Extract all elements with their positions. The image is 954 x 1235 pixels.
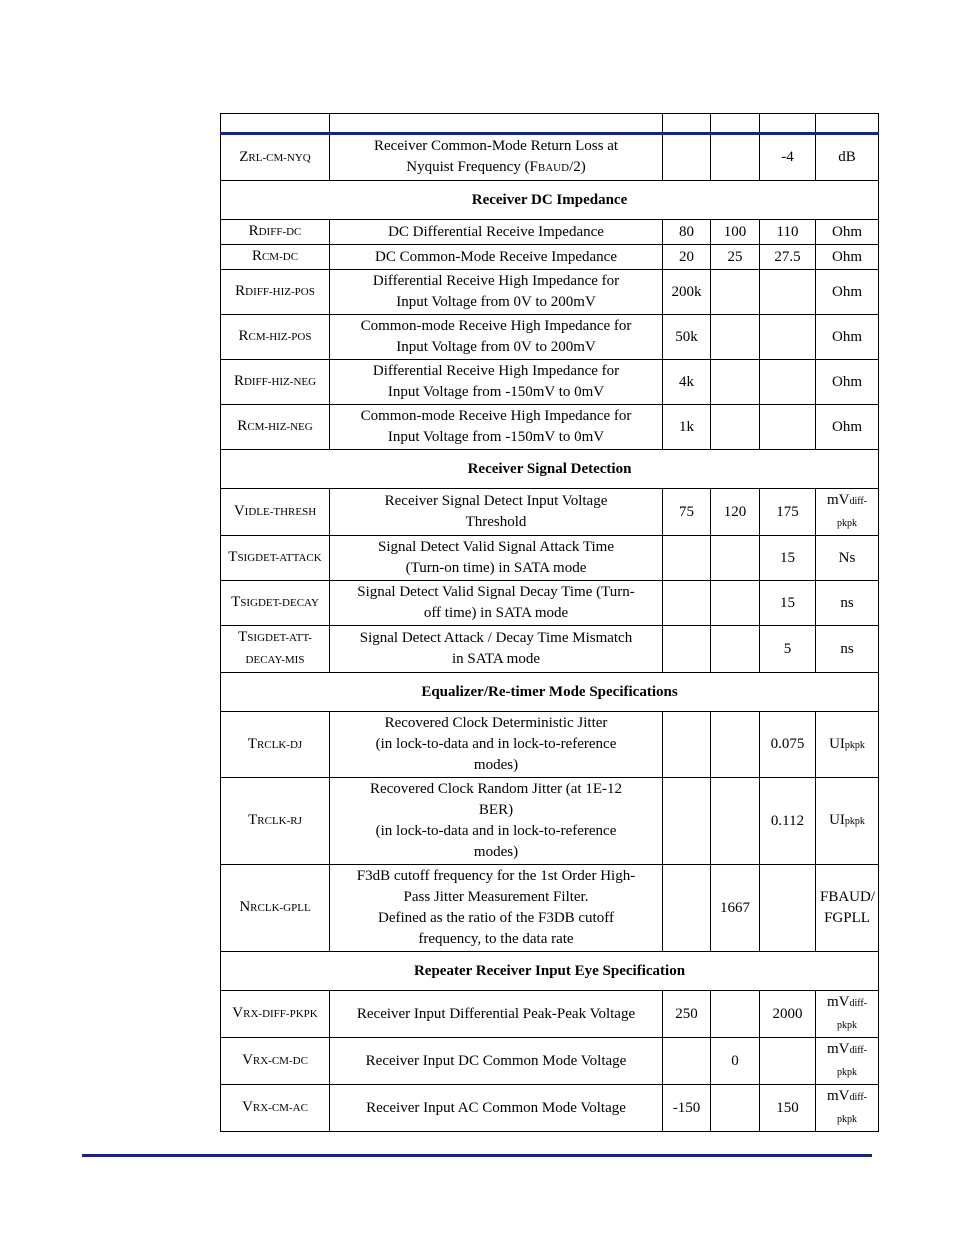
symbol-cell xyxy=(221,991,330,1038)
description-line: Signal Detect Valid Signal Decay Time (Turn- xyxy=(357,584,635,600)
description-line: modes) xyxy=(473,757,519,773)
description-cell xyxy=(330,134,663,181)
max-value-cell: 110 xyxy=(760,220,816,245)
description-line: Pass Jitter Measurement Filter. xyxy=(403,889,589,905)
description-cell xyxy=(330,360,663,405)
symbol-subscript: RL-CM-NYQ xyxy=(248,151,311,164)
unit-subscript: diff-pkpk xyxy=(837,998,868,1031)
description-line: DC Common-Mode Receive Impedance xyxy=(374,248,617,265)
description-line: modes) xyxy=(473,844,519,860)
description-line: Recovered Clock Deterministic Jitter xyxy=(384,715,608,731)
description-cell xyxy=(330,581,663,626)
header-cell xyxy=(816,114,879,134)
unit-label: Ohm xyxy=(832,223,862,240)
description-line: Input Voltage from -150mV to 0mV xyxy=(387,429,605,445)
symbol-letter: N xyxy=(239,899,251,915)
typ-value-cell: 0 xyxy=(711,1038,760,1085)
section-header-row xyxy=(221,952,879,991)
table-row xyxy=(221,245,879,270)
min-value-cell xyxy=(663,626,711,673)
table-row xyxy=(221,865,879,952)
description-cell xyxy=(330,991,663,1038)
unit-label: UI xyxy=(829,812,845,828)
header-cell xyxy=(711,114,760,134)
unit-label: Ns xyxy=(838,549,856,566)
description-line: Receiver Input DC Common Mode Voltage xyxy=(365,1052,627,1069)
description-line: Differential Receive High Impedance for xyxy=(372,273,620,289)
table-row xyxy=(221,712,879,778)
min-value-cell: -150 xyxy=(663,1085,711,1132)
unit-label: UI xyxy=(829,735,845,752)
table-row xyxy=(221,991,879,1038)
section-title: Equalizer/Re-timer Mode Specifications xyxy=(221,673,879,712)
description-line: Signal Detect Attack / Decay Time Mismatch xyxy=(359,630,633,646)
unit-cell xyxy=(816,865,879,952)
symbol-subscript: RX-DIFF-PKPK xyxy=(243,1008,318,1020)
description-cell xyxy=(330,865,663,952)
unit-cell xyxy=(816,360,879,405)
table-row xyxy=(221,626,879,673)
description-line: Common-mode Receive High Impedance for xyxy=(360,318,632,334)
table-row xyxy=(221,220,879,245)
description-line: Threshold xyxy=(465,514,527,530)
section-header-row xyxy=(221,673,879,712)
symbol-cell xyxy=(221,865,330,952)
min-value-cell xyxy=(663,536,711,581)
min-value-cell: 80 xyxy=(663,220,711,245)
unit-subscript: diff-pkpk xyxy=(837,1092,868,1125)
typ-value-cell xyxy=(711,315,760,360)
symbol-cell xyxy=(221,1038,330,1085)
unit-cell xyxy=(816,1085,879,1132)
unit-label: mV xyxy=(826,1088,850,1104)
symbol-cell xyxy=(221,1085,330,1132)
unit-cell xyxy=(816,581,879,626)
symbol-cell xyxy=(221,712,330,778)
description-cell xyxy=(330,220,663,245)
min-value-cell xyxy=(663,865,711,952)
table-row xyxy=(221,581,879,626)
unit-label: Ohm xyxy=(832,418,862,435)
symbol-cell xyxy=(221,626,330,673)
min-value-cell xyxy=(663,712,711,778)
unit-cell xyxy=(816,626,879,673)
symbol-letter: T xyxy=(228,549,238,565)
symbol-subscript: SIGDET-ATT-DECAY-MIS xyxy=(245,632,312,666)
description-cell xyxy=(330,536,663,581)
symbol-letter: T xyxy=(247,735,257,752)
spec-table-body xyxy=(221,114,879,1132)
description-line: Common-mode Receive High Impedance for xyxy=(360,408,632,424)
description-subscript: BAUD xyxy=(537,162,570,174)
unit-cell xyxy=(816,134,879,181)
description-line: Input Voltage from 0V to 200mV xyxy=(396,339,596,355)
max-value-cell: -4 xyxy=(760,134,816,181)
typ-value-cell: 120 xyxy=(711,489,760,536)
unit-label: Ohm xyxy=(832,283,862,300)
symbol-letter: R xyxy=(238,328,249,344)
max-value-cell xyxy=(760,270,816,315)
description-cell xyxy=(330,712,663,778)
table-row xyxy=(221,134,879,181)
description-line: off time) in SATA mode xyxy=(423,605,569,621)
symbol-letter: R xyxy=(248,223,259,239)
typ-value-cell xyxy=(711,991,760,1038)
symbol-letter: R xyxy=(251,248,262,264)
section-title: Receiver Signal Detection xyxy=(221,450,879,489)
typ-value-cell xyxy=(711,1085,760,1132)
typ-value-cell xyxy=(711,581,760,626)
min-value-cell: 20 xyxy=(663,245,711,270)
typ-value-cell xyxy=(711,134,760,181)
unit-cell xyxy=(816,489,879,536)
typ-value-cell: 25 xyxy=(711,245,760,270)
symbol-subscript: RCLK-GPLL xyxy=(250,902,311,914)
symbol-subscript: DIFF-DC xyxy=(258,226,302,238)
description-line: Input Voltage from -150mV to 0mV xyxy=(387,384,605,400)
symbol-cell xyxy=(221,220,330,245)
symbol-cell xyxy=(221,360,330,405)
description-line: Receiver Signal Detect Input Voltage xyxy=(384,493,608,509)
min-value-cell xyxy=(663,778,711,865)
description-cell xyxy=(330,626,663,673)
unit-label: Ohm xyxy=(832,328,862,345)
description-cell xyxy=(330,315,663,360)
unit-label: dB xyxy=(838,149,856,165)
unit-label: mV xyxy=(826,1041,850,1057)
table-row xyxy=(221,315,879,360)
symbol-cell xyxy=(221,270,330,315)
symbol-letter: T xyxy=(248,812,258,828)
typ-value-cell xyxy=(711,360,760,405)
symbol-letter: T xyxy=(231,594,241,610)
max-value-cell xyxy=(760,315,816,360)
description-line: Receiver Input AC Common Mode Voltage xyxy=(366,1099,626,1116)
symbol-cell xyxy=(221,405,330,450)
section-title: Receiver DC Impedance xyxy=(221,181,879,220)
description-line: (in lock-to-data and in lock-to-reference xyxy=(375,736,617,752)
description-line: Receiver Common-Mode Return Loss at xyxy=(373,138,619,154)
typ-value-cell xyxy=(711,626,760,673)
unit-cell xyxy=(816,220,879,245)
min-value-cell: 75 xyxy=(663,489,711,536)
symbol-letter: T xyxy=(238,629,248,645)
unit-label: ns xyxy=(840,594,854,611)
table-row xyxy=(221,1085,879,1132)
unit-label: FBAUD/ FGPLL xyxy=(820,889,876,926)
symbol-subscript: IDLE-THRESH xyxy=(244,506,317,518)
max-value-cell: 2000 xyxy=(760,991,816,1038)
max-value-cell: 5 xyxy=(760,626,816,673)
min-value-cell: 200k xyxy=(663,270,711,315)
section-header-row xyxy=(221,181,879,220)
max-value-cell xyxy=(760,1038,816,1085)
description-cell xyxy=(330,245,663,270)
header-cell xyxy=(663,114,711,134)
table-row xyxy=(221,1038,879,1085)
description-cell xyxy=(330,489,663,536)
symbol-subscript: CM-HIZ-POS xyxy=(248,331,312,343)
min-value-cell: 1k xyxy=(663,405,711,450)
unit-cell xyxy=(816,270,879,315)
min-value-cell: 4k xyxy=(663,360,711,405)
symbol-letter: Z xyxy=(239,148,249,165)
description-cell xyxy=(330,405,663,450)
symbol-subscript: RCLK-DJ xyxy=(256,738,303,751)
max-value-cell xyxy=(760,360,816,405)
max-value-cell: 150 xyxy=(760,1085,816,1132)
spec-table xyxy=(220,113,879,1132)
symbol-cell xyxy=(221,536,330,581)
unit-label: mV xyxy=(826,994,850,1010)
symbol-cell xyxy=(221,134,330,181)
min-value-cell xyxy=(663,581,711,626)
unit-cell xyxy=(816,536,879,581)
typ-value-cell xyxy=(711,778,760,865)
symbol-subscript: DIFF-HIZ-NEG xyxy=(243,376,317,388)
min-value-cell xyxy=(663,1038,711,1085)
description-line: Recovered Clock Random Jitter (at 1E-12 xyxy=(369,781,622,797)
unit-label: ns xyxy=(840,640,854,657)
unit-label: Ohm xyxy=(832,373,862,390)
symbol-cell xyxy=(221,778,330,865)
unit-cell xyxy=(816,778,879,865)
typ-value-cell xyxy=(711,405,760,450)
header-cell xyxy=(221,114,330,134)
unit-subscript: pkpk xyxy=(844,816,865,827)
typ-value-cell xyxy=(711,536,760,581)
unit-label: Ohm xyxy=(832,248,862,265)
unit-cell xyxy=(816,1038,879,1085)
table-header-row xyxy=(221,114,879,134)
symbol-subscript: RX-CM-DC xyxy=(252,1055,308,1067)
unit-label: mV xyxy=(826,492,850,508)
description-cell xyxy=(330,270,663,315)
min-value-cell xyxy=(663,134,711,181)
max-value-cell: 15 xyxy=(760,581,816,626)
symbol-subscript: CM-HIZ-NEG xyxy=(247,421,313,433)
section-header-row xyxy=(221,450,879,489)
symbol-letter: R xyxy=(235,283,246,299)
symbol-cell xyxy=(221,315,330,360)
max-value-cell: 27.5 xyxy=(760,245,816,270)
typ-value-cell xyxy=(711,270,760,315)
description-line: Signal Detect Valid Signal Attack Time xyxy=(378,539,614,555)
symbol-subscript: RX-CM-AC xyxy=(252,1102,308,1114)
description-cell xyxy=(330,1038,663,1085)
footer-rule xyxy=(82,1154,872,1157)
min-value-cell: 50k xyxy=(663,315,711,360)
table-row xyxy=(221,778,879,865)
unit-subscript: diff-pkpk xyxy=(837,1045,868,1078)
description-line: Receiver Input Differential Peak-Peak Voltage xyxy=(356,1005,636,1022)
max-value-cell xyxy=(760,865,816,952)
description-line: DC Differential Receive Impedance xyxy=(388,223,604,240)
table-row xyxy=(221,270,879,315)
unit-cell xyxy=(816,991,879,1038)
header-cell xyxy=(760,114,816,134)
description-line: F3dB cutoff frequency for the 1st Order High- xyxy=(356,868,636,884)
symbol-cell xyxy=(221,245,330,270)
table-row xyxy=(221,536,879,581)
description-line: Nyquist Frequency (F xyxy=(406,159,538,175)
description-line: Differential Receive High Impedance for xyxy=(372,363,620,379)
table-row xyxy=(221,405,879,450)
header-cell xyxy=(330,114,663,134)
unit-subscript: pkpk xyxy=(844,739,865,751)
description-line: frequency, to the data rate xyxy=(418,931,574,947)
description-line: /2) xyxy=(569,159,586,175)
symbol-cell xyxy=(221,489,330,536)
description-cell xyxy=(330,778,663,865)
unit-cell xyxy=(816,315,879,360)
table-row xyxy=(221,360,879,405)
min-value-cell: 250 xyxy=(663,991,711,1038)
symbol-letter: R xyxy=(233,373,244,389)
max-value-cell: 0.075 xyxy=(760,712,816,778)
symbol-subscript: RCLK-RJ xyxy=(257,815,302,827)
description-cell xyxy=(330,1085,663,1132)
description-line: BER) xyxy=(478,802,514,818)
symbol-subscript: DIFF-HIZ-POS xyxy=(245,286,315,298)
symbol-subscript: CM-DC xyxy=(261,251,299,263)
description-line: Input Voltage from 0V to 200mV xyxy=(396,294,596,310)
description-line: (Turn-on time) in SATA mode xyxy=(405,560,587,576)
symbol-letter: V xyxy=(232,1005,244,1021)
table-row xyxy=(221,489,879,536)
symbol-letter: V xyxy=(233,503,245,519)
typ-value-cell: 1667 xyxy=(711,865,760,952)
max-value-cell: 0.112 xyxy=(760,778,816,865)
symbol-letter: V xyxy=(242,1099,253,1115)
description-line: (in lock-to-data and in lock-to-reference xyxy=(375,823,617,839)
description-line: Defined as the ratio of the F3DB cutoff xyxy=(378,910,614,926)
unit-cell xyxy=(816,712,879,778)
typ-value-cell: 100 xyxy=(711,220,760,245)
max-value-cell: 175 xyxy=(760,489,816,536)
section-title: Repeater Receiver Input Eye Specification xyxy=(221,952,879,991)
symbol-subscript: SIGDET-DECAY xyxy=(240,597,319,609)
unit-cell xyxy=(816,245,879,270)
symbol-cell xyxy=(221,581,330,626)
symbol-letter: R xyxy=(237,418,248,434)
symbol-subscript: SIGDET-ATTACK xyxy=(237,552,322,564)
symbol-letter: V xyxy=(242,1052,253,1068)
unit-subscript: diff-pkpk xyxy=(837,496,868,529)
description-line: in SATA mode xyxy=(452,651,540,667)
typ-value-cell xyxy=(711,712,760,778)
max-value-cell: 15 xyxy=(760,536,816,581)
unit-cell xyxy=(816,405,879,450)
max-value-cell xyxy=(760,405,816,450)
